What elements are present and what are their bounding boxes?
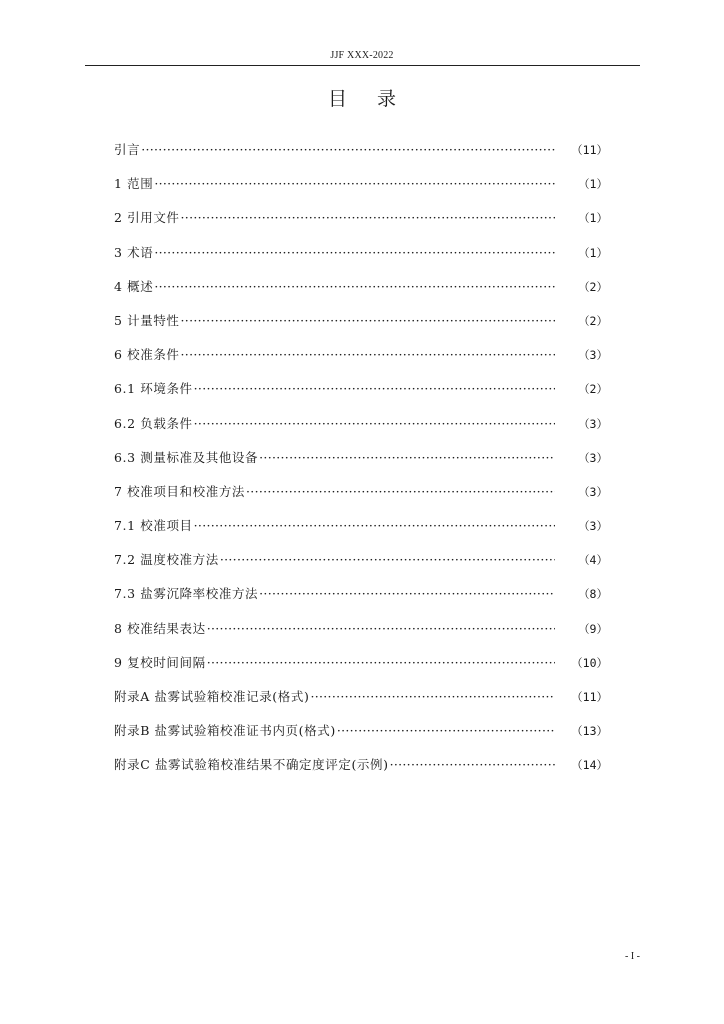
toc-entry-label: 引言 — [114, 142, 141, 157]
toc-entry-label: 2 引用文件 — [114, 210, 180, 226]
toc-entry[interactable] — [114, 688, 608, 722]
toc-entry[interactable] — [114, 449, 608, 483]
toc-entry-page: （9） — [578, 621, 608, 636]
toc-entry[interactable] — [114, 380, 608, 414]
toc-entry-label: 9 复校时间间隔 — [114, 654, 206, 670]
toc-entry-label: 8 校准结果表达 — [114, 620, 206, 636]
document-code: JJF XXX-2022 — [330, 50, 394, 61]
toc-dot-leader — [181, 209, 555, 227]
toc-dot-leader — [181, 346, 555, 364]
toc-dot-leader — [310, 688, 555, 706]
toc-entry-label: 3 术语 — [114, 244, 154, 260]
table-of-contents — [114, 141, 608, 791]
toc-entry-page: （3） — [578, 519, 608, 534]
toc-entry[interactable] — [114, 756, 608, 790]
toc-dot-leader — [259, 449, 555, 467]
toc-dot-leader — [194, 415, 555, 433]
toc-entry[interactable] — [114, 209, 608, 243]
toc-dot-leader — [220, 551, 555, 569]
toc-entry-page: （3） — [578, 450, 608, 465]
toc-entry[interactable] — [114, 551, 608, 585]
toc-entry-page: （10） — [571, 655, 608, 670]
toc-entry-label: 附录C 盐雾试验箱校准结果不确定度评定(示例) — [114, 757, 389, 773]
toc-dot-leader — [194, 380, 555, 398]
toc-entry-page: （13） — [571, 724, 608, 739]
toc-entry-page: （3） — [578, 348, 608, 363]
toc-entry-page: （8） — [578, 587, 608, 602]
toc-entry[interactable] — [114, 244, 608, 278]
toc-entry-page: （11） — [571, 690, 608, 704]
toc-entry-page: （2） — [578, 382, 608, 397]
toc-entry-label: 6.3 测量标准及其他设备 — [114, 449, 259, 465]
toc-dot-leader — [154, 244, 555, 262]
toc-entry-page: （3） — [578, 416, 608, 431]
toc-entry-label: 5 计量特性 — [114, 312, 180, 328]
toc-dot-leader — [337, 722, 555, 740]
toc-dot-leader — [259, 585, 555, 603]
toc-dot-leader — [390, 756, 555, 774]
header-divider — [85, 65, 640, 66]
toc-entry-label: 7.1 校准项目 — [114, 518, 193, 534]
toc-entry-label: 4 概述 — [114, 278, 154, 294]
toc-dot-leader — [181, 312, 555, 330]
toc-dot-leader — [207, 620, 555, 638]
toc-title: 目录 — [327, 88, 426, 110]
toc-dot-leader — [246, 483, 555, 501]
toc-entry[interactable] — [114, 312, 608, 346]
toc-entry[interactable] — [114, 620, 608, 654]
toc-entry-label: 6 校准条件 — [114, 347, 180, 363]
toc-entry-label: 1 范围 — [114, 176, 154, 192]
toc-entry-page: （2） — [578, 313, 608, 328]
toc-entry[interactable] — [114, 415, 608, 449]
toc-entry-page: （1） — [578, 245, 608, 260]
toc-entry-label: 7 校准项目和校准方法 — [114, 483, 246, 499]
toc-dot-leader — [194, 517, 555, 535]
toc-entry[interactable] — [114, 141, 608, 175]
toc-entry-label: 7.2 温度校准方法 — [114, 552, 219, 568]
toc-entry-page: （2） — [578, 279, 608, 294]
toc-entry-page: （11） — [571, 143, 608, 157]
toc-entry-label: 6.1 环境条件 — [114, 381, 193, 397]
toc-dot-leader — [154, 278, 555, 296]
toc-entry-label: 7.3 盐雾沉降率校准方法 — [114, 586, 259, 602]
toc-entry-page: （1） — [578, 211, 608, 226]
toc-entry[interactable] — [114, 722, 608, 756]
toc-entry[interactable] — [114, 585, 608, 619]
toc-entry-label: 附录B 盐雾试验箱校准证书内页(格式) — [114, 723, 336, 739]
toc-dot-leader — [154, 175, 555, 193]
toc-entry[interactable] — [114, 483, 608, 517]
toc-entry[interactable] — [114, 278, 608, 312]
toc-entry-page: （4） — [578, 553, 608, 568]
toc-entry-page: （1） — [578, 177, 608, 192]
toc-entry[interactable] — [114, 346, 608, 380]
toc-entry[interactable] — [114, 517, 608, 551]
toc-dot-leader — [141, 141, 555, 159]
toc-entry-page: （3） — [578, 484, 608, 499]
toc-entry[interactable] — [114, 654, 608, 688]
toc-entry[interactable] — [114, 175, 608, 209]
toc-entry-label: 附录A 盐雾试验箱校准记录(格式) — [114, 689, 310, 704]
toc-entry-label: 6.2 负载条件 — [114, 415, 193, 431]
toc-entry-page: （14） — [571, 758, 608, 773]
page-number: - I - — [625, 951, 640, 962]
toc-dot-leader — [207, 654, 555, 672]
